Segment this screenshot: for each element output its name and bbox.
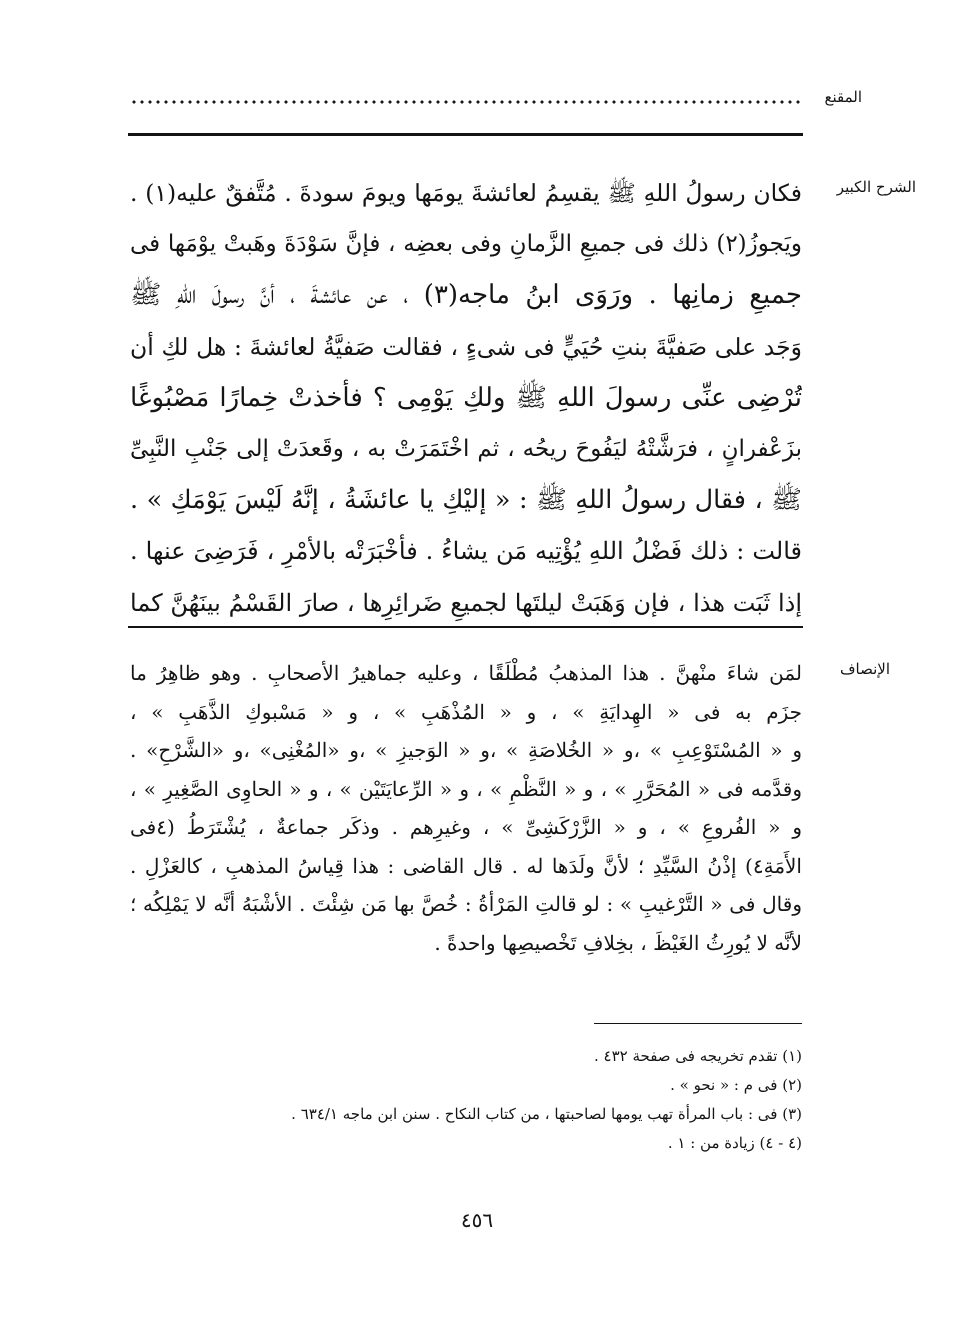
footnote-rule bbox=[594, 1023, 802, 1024]
footnote: (١) تقدم تخريجه فى صفحة ٤٣٢ . bbox=[593, 1047, 802, 1065]
page-number: ٤٥٦ bbox=[460, 1208, 494, 1232]
text-line: لمَن شاءَ منْهنَّ . هذا المذهبُ مُطْلَقًا ، وعليه جماهيرُ الأصحابِ . وهو ظاهِرُ ما bbox=[130, 661, 802, 685]
text-line: الأَمَةِ٤) إذْنُ السَّيِّدِ ؛ لأنَّ ولَدَها له . قال القاضى : هذا قِياسُ المذهبِ ، كالعَزْلِ . bbox=[130, 853, 802, 878]
text-line: إذا ثَبَت هذا ، فإن وَهَبَتْ ليلتَها لجميعِ ضَرائِرِها ، صارَ القَسْمُ بينَهُنَّ كما bbox=[130, 588, 802, 617]
text-line: و « الفُروعِ » ، و « الزَّرْكَشِىِّ » ، وغيرِهم . وذكَر جماعةٌ ، يُشْتَرَطُ (٤فى bbox=[130, 815, 802, 839]
footnote: (٣) فى : باب المرأة تهب يومها لصاحبتها ، من كتاب النكاح . سنن ابن ماجه ٦٣٤/١ . bbox=[291, 1105, 802, 1123]
footnote: (٤ - ٤) زيادة من : ١ . bbox=[667, 1134, 802, 1152]
sharh-text-block bbox=[130, 168, 802, 629]
footnote: (٢) فى م : « نحو » . bbox=[670, 1076, 802, 1094]
header-rule bbox=[128, 133, 803, 136]
text-line: ﷺ ، فقال رسولُ اللهِ ﷺ : « إليْكِ يا عائشَةُ ، إنَّهُ لَيْسَ يَوْمَكِ » . bbox=[130, 485, 802, 516]
section-label-sharh: الشرح الكبير bbox=[836, 178, 916, 196]
insaf-text-block bbox=[130, 654, 802, 962]
text-line: لأنَّه لا يُورِثُ الغَيْظَ ، بخِلافِ تَخْصيصِها واحدةً . bbox=[434, 930, 802, 955]
text-line: جميعِ زمانِها . ورَوَى ابنُ ماجه(٣) ، عن عائشةَ ، أنَّ رسولَ اللهِ ﷺ bbox=[130, 280, 802, 311]
section-divider-rule bbox=[128, 626, 803, 628]
text-line: فكان رسولُ اللهِ ﷺ يقسِمُ لعائشةَ يومَها ويومَ سودةَ . مُتَّفقٌ عليه(١) . bbox=[130, 179, 802, 207]
text-line: ويَجوزُ(٢) ذلك فى جميعِ الزَّمانِ وفى بعضِه ، فإنَّ سَوْدَةَ وهَبتْ يوْمَها فى bbox=[130, 231, 802, 258]
text-line: و « المُسْتَوْعِبِ » ،و « الخُلاصَةِ » ،و « الوَجيزِ » ،و «المُغْنِى» ،و «الشَّرْحِ» . bbox=[130, 738, 802, 762]
text-line: وَجَد على صَفيَّةَ بنتِ حُيَيٍّ فى شىءٍ ، فقالت صَفيَّةُ لعائشةَ : هل لكِ أن bbox=[130, 332, 802, 361]
text-line: تُرْضِى عنِّى رسولَ اللهِ ﷺ ولكِ يَوْمِى ؟ فأخذتْ خِمارًا مَصْبُوغًا bbox=[130, 382, 802, 413]
text-line: قالت : ذلك فَضْلُ اللهِ يُؤْتِيه مَن يشاءُ . فأخْبَرَتْه بالأمْرِ ، فَرَضِىَ عنها . bbox=[130, 537, 802, 566]
text-line: وقدَّمه فى « المُحَرَّرِ » ، و « النَّظْمِ » ، و « الرِّعايَتَيْن » ، و « الحاوِى الصَّغِيرِ » ، bbox=[130, 776, 802, 801]
text-line: بزَعْفرانٍ ، فرَشَّتْهُ ليَفُوحَ ريحُه ، ثم اخْتَمَرَتْ به ، وقَعدَتْ إلى جَنْبِ النَّبِىِّ bbox=[130, 435, 802, 462]
section-label-insaf: الإنصاف bbox=[839, 660, 890, 678]
header-dotted-rule bbox=[130, 100, 802, 104]
text-line: وقال فى « التَّرْغيبِ » : لو قالتِ المَرْأةُ : خُصَّ بها مَن شِئْتَ . الأشْبَهُ أنَّه لا يَمْلِكُه ؛ bbox=[130, 892, 802, 916]
text-line: جزَم به فى « الهِدايَةِ » ، و « المُذْهَبِ » ، و « مَسْبوكِ الذَّهَبِ » ، bbox=[130, 699, 802, 724]
footnotes bbox=[230, 1042, 802, 1158]
running-header-title: المقنع bbox=[824, 88, 862, 106]
